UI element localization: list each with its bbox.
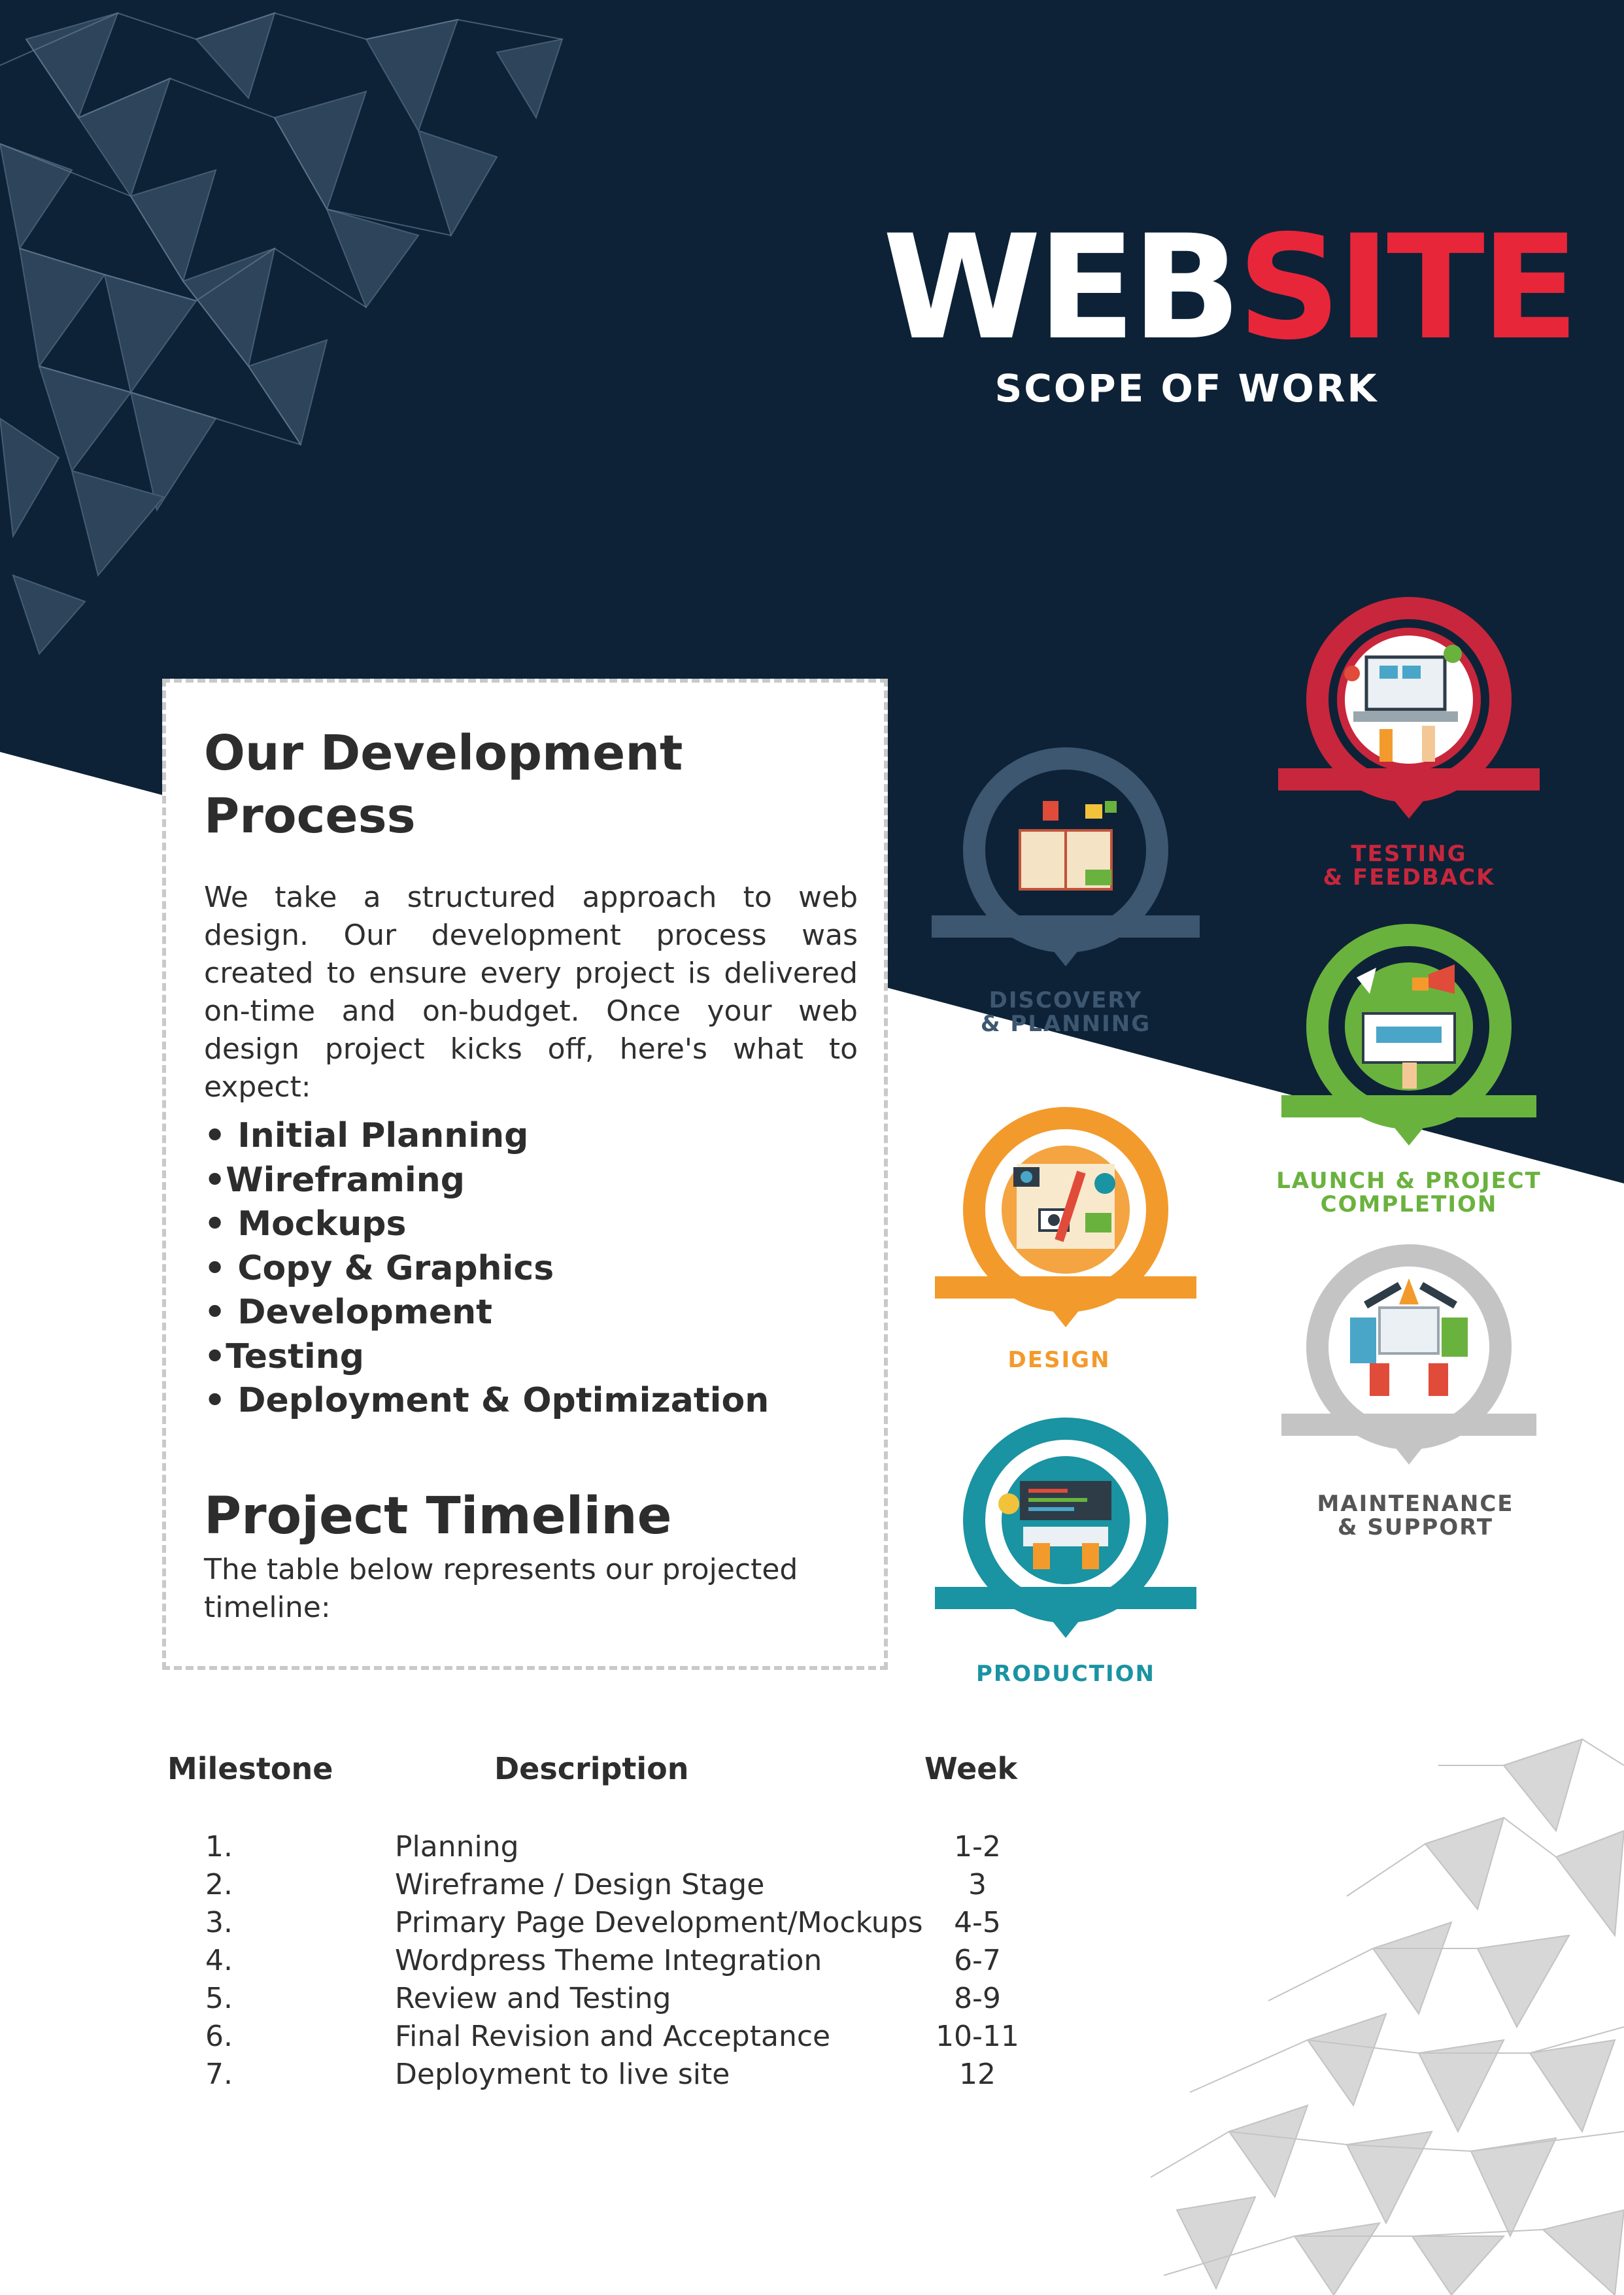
col-header-description: Description: [494, 1751, 689, 1786]
row-description: Review and Testing: [395, 1982, 671, 2015]
table-row: [0, 2056, 1624, 2094]
row-milestone: 7.: [205, 2058, 233, 2091]
table-row: [0, 2018, 1624, 2056]
maintenance-label-line1: MAINTENANCE: [1317, 1491, 1514, 1517]
process-item: • Mockups: [204, 1204, 407, 1244]
launch-marker: [1278, 915, 1540, 1164]
timeline-intro: The table below represents our projected timeline:: [204, 1553, 798, 1624]
row-week: 8-9: [954, 1982, 1001, 2015]
process-heading: Our Development Process: [204, 725, 683, 844]
production-label: [968, 1662, 1164, 1686]
row-week: 10-11: [936, 2020, 1019, 2053]
process-item: • Copy & Graphics: [204, 1248, 554, 1288]
process-intro: We take a structured approach to web design. Our development process was created to ensure every project is delivered on-time and on-budget. Once your web design project kicks off, here's what to expect:: [204, 881, 858, 1104]
row-milestone: 5.: [205, 1982, 233, 2015]
timeline-heading: Project Timeline: [204, 1487, 672, 1546]
design-marker: [932, 1098, 1200, 1347]
process-item: •Testing: [204, 1336, 364, 1376]
discovery-marker: [928, 739, 1203, 987]
col-header-milestone: Milestone: [167, 1751, 333, 1786]
process-item: •Wireframing: [204, 1160, 465, 1200]
row-milestone: 4.: [205, 1944, 233, 1977]
discovery-label: [961, 989, 1170, 1036]
page-title: [883, 204, 1576, 371]
row-milestone: 2.: [205, 1868, 233, 1901]
testing-marker: [1275, 588, 1543, 837]
process-card: [162, 679, 888, 1670]
launch-label-line2: COMPLETION: [1320, 1191, 1498, 1217]
launch-label-line1: LAUNCH & PROJECT: [1276, 1168, 1542, 1194]
row-week: 3: [968, 1868, 987, 1901]
page-subtitle: SCOPE OF WORK: [994, 366, 1379, 411]
title-site: SITE: [1237, 204, 1576, 371]
row-description: Wordpress Theme Integration: [395, 1944, 822, 1977]
process-item: • Deployment & Optimization: [204, 1381, 770, 1420]
row-week: 6-7: [954, 1944, 1001, 1977]
row-description: Final Revision and Acceptance: [395, 2020, 831, 2053]
production-label-line1: PRODUCTION: [976, 1661, 1155, 1687]
discovery-label-line1: DISCOVERY: [989, 987, 1143, 1013]
design-label: [961, 1348, 1157, 1372]
row-description: Deployment to live site: [395, 2058, 730, 2091]
maintenance-label-line2: & SUPPORT: [1337, 1514, 1494, 1540]
header-title-block: [883, 204, 1576, 411]
testing-label-line1: TESTING: [1351, 841, 1467, 867]
process-item: • Development: [204, 1293, 493, 1332]
row-week: 12: [959, 2058, 996, 2091]
process-list: [204, 1114, 769, 1423]
row-description: Planning: [395, 1830, 519, 1863]
process-item: • Initial Planning: [204, 1116, 529, 1155]
table-row: [0, 1980, 1624, 2018]
row-milestone: 6.: [205, 2020, 233, 2053]
discovery-label-line2: & PLANNING: [980, 1011, 1151, 1037]
design-label-line1: DESIGN: [1007, 1347, 1111, 1373]
maintenance-marker: [1278, 1236, 1540, 1484]
row-milestone: 3.: [205, 1906, 233, 1939]
testing-label-line2: & FEEDBACK: [1323, 864, 1495, 891]
row-week: 4-5: [954, 1906, 1001, 1939]
production-marker: [932, 1409, 1200, 1658]
col-header-week: Week: [924, 1751, 1018, 1786]
table-row: [0, 1904, 1624, 1942]
row-description: Wireframe / Design Stage: [395, 1868, 765, 1901]
row-week: 1-2: [954, 1830, 1001, 1863]
maintenance-label: [1298, 1492, 1533, 1539]
testing-label: [1304, 842, 1514, 889]
table-row: [0, 1942, 1624, 1980]
title-web: WEB: [883, 204, 1238, 371]
table-row: [0, 1828, 1624, 1866]
row-description: Primary Page Development/Mockups: [395, 1906, 923, 1939]
palette-camera-icon: [1013, 1164, 1115, 1249]
table-row: [0, 1866, 1624, 1904]
row-milestone: 1.: [205, 1830, 233, 1863]
launch-label: [1265, 1169, 1553, 1216]
